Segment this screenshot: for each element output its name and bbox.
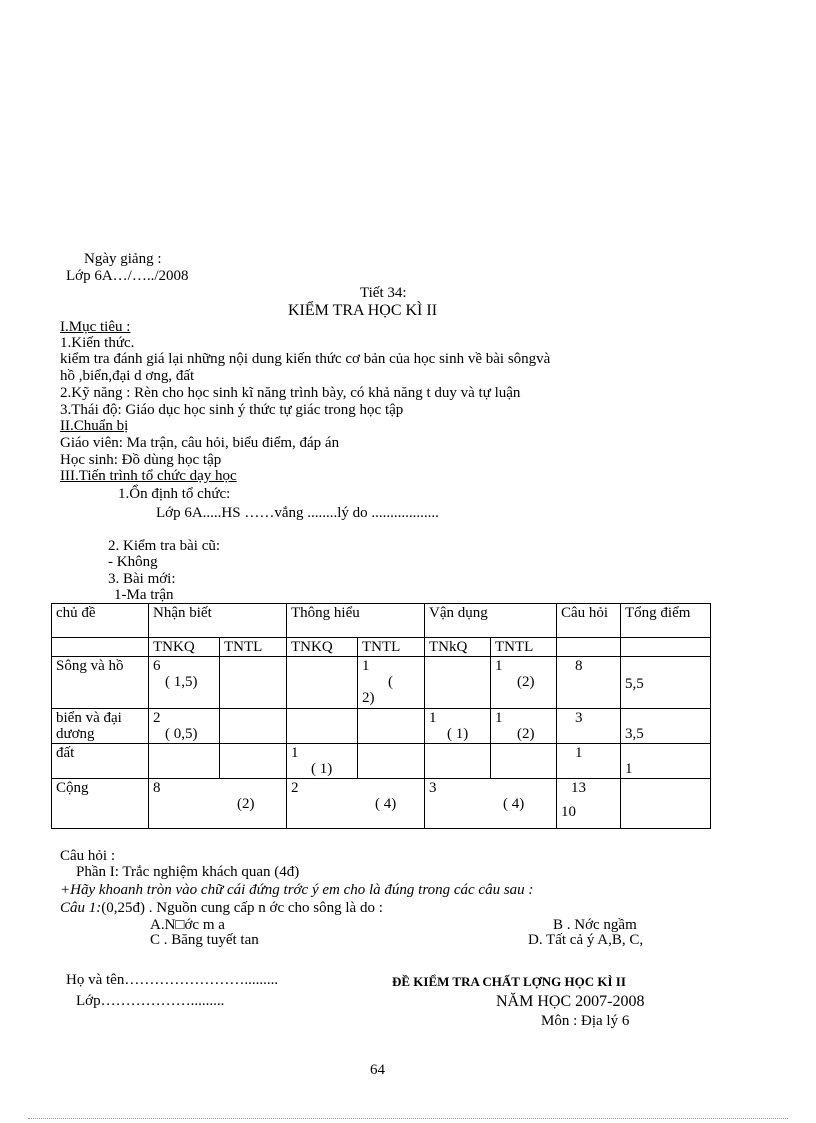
header-questions: Câu hỏi [557,604,621,638]
value-cell: 1 ( 2) [358,657,425,709]
option-d: D. Tất cả ý A,B, C, [528,932,644,948]
knowledge-line-1: kiểm tra đánh giá lại những nội dung kiến thức cơ bản của học sinh về bài sôngvà [60,351,551,367]
page-number: 64 [370,1062,385,1078]
value-cell: 1 (2) [491,657,557,709]
value-cell: 8 (2) [149,779,287,829]
value-cell: 6 ( 1,5) [149,657,220,709]
attendance-line: Lớp 6A.....HS ……vắng ........lý do .................. [156,505,439,521]
value-cell [425,744,491,779]
school-year: NĂM HỌC 2007-2008 [496,993,645,1010]
value-cell: 3 ( 4) [425,779,557,829]
topic-cell: Cộng [52,779,149,829]
topic-cell: Sông và hồ [52,657,149,709]
questions-heading: Câu hỏi : [60,848,115,864]
value-cell: 1 ( 1) [425,709,491,744]
none-line: - Không [108,554,158,570]
organization-step: 1.Ổn định tổ chức: [118,486,231,502]
table-row [52,709,711,744]
question-1: Câu 1:(0,25đ) . Nguồn cung cấp n ớc cho sông là do : [60,900,383,916]
sub-header: TNTL [220,638,287,657]
value-cell: 1 (2) [491,709,557,744]
value-cell [149,744,220,779]
value-cell: 2 ( 0,5) [149,709,220,744]
skills-line: 2.Kỹ năng : Rèn cho học sinh kĩ năng trình bày, có khả năng t duy và tự luận [60,385,521,401]
total-row [52,779,711,829]
value-cell [425,657,491,709]
subject: Môn : Địa lý 6 [541,1013,630,1029]
instruction-line: +Hãy khoanh tròn vào chữ cái đứng trớc ý em cho là đúng trong các câu sau : [60,882,534,898]
option-b: B . Nớc ngầm [553,917,637,933]
value-cell [287,709,358,744]
section-process: III.Tiến trình tổ chức dạy học [60,468,237,484]
value-cell [220,657,287,709]
topic-cell: đất [52,744,149,779]
sub-header: TNTL [491,638,557,657]
topic-cell: biển và đại dương [52,709,149,744]
questions-cell: 13 10 [557,779,621,829]
sub-header: TNkQ [425,638,491,657]
header-recognition: Nhận biết [149,604,287,638]
class-date: Lớp 6A…/…../2008 [66,268,189,284]
exam-title: ĐỀ KIỂM TRA CHẤT LỢNG HỌC KÌ II [392,974,626,989]
value-cell [491,744,557,779]
knowledge-heading: 1.Kiến thức. [60,335,135,351]
section-objectives: I.Mục tiêu : [60,319,131,335]
new-lesson: 3. Bài mới: [108,571,176,587]
matrix-table [51,603,711,829]
questions-cell: 8 [557,657,621,709]
value-cell [358,709,425,744]
header-total: Tổng điểm [621,604,711,638]
total-cell: 3,5 [621,709,711,744]
value-cell [358,744,425,779]
sub-header: TNTL [358,638,425,657]
attitude-line: 3.Thái độ: Giáo dục học sinh ý thức tự giác trong học tập [60,402,404,418]
value-cell [287,657,358,709]
sub-header: TNKQ [287,638,358,657]
section-preparation: II.Chuẩn bị [60,418,129,434]
table-row [52,744,711,779]
student-prep: Học sinh: Đồ dùng học tập [60,452,222,468]
sub-header: TNKQ [149,638,220,657]
questions-cell: 3 [557,709,621,744]
value-cell [220,709,287,744]
sub-empty [621,638,711,657]
total-cell: 5,5 [621,657,711,709]
teaching-date: Ngày giảng : [84,251,162,267]
total-cell: 1 [621,744,711,779]
questions-cell: 1 [557,744,621,779]
option-a: A.N□ớc m a [150,917,225,933]
header-topic: chủ đề [52,604,149,638]
knowledge-line-2: hồ ,biển,đại d ơng, đất [60,368,195,384]
matrix-label: 1-Ma trận [114,587,174,603]
part-1-heading: Phần I: Trắc nghiệm khách quan (4đ) [76,864,300,880]
page-edge-divider [28,1118,788,1119]
page-title: KIỂM TRA HỌC KÌ II [288,302,438,319]
header-application: Vận dụng [425,604,557,638]
sub-empty [557,638,621,657]
value-cell: 1 ( 1) [287,744,358,779]
student-name-field: Họ và tên……………………......... [66,972,279,988]
teacher-prep: Giáo viên: Ma trận, câu hỏi, biểu điểm, đáp án [60,435,340,451]
lesson-number: Tiết 34: [360,285,407,301]
table-row [52,657,711,709]
sub-empty [52,638,149,657]
option-c: C . Băng tuyết tan [150,932,259,948]
old-lesson-check: 2. Kiểm tra bài cũ: [108,538,221,554]
total-cell [621,779,711,829]
value-cell: 2 ( 4) [287,779,425,829]
value-cell [220,744,287,779]
header-understanding: Thông hiểu [287,604,425,638]
class-field: Lớp………………......... [76,993,225,1009]
